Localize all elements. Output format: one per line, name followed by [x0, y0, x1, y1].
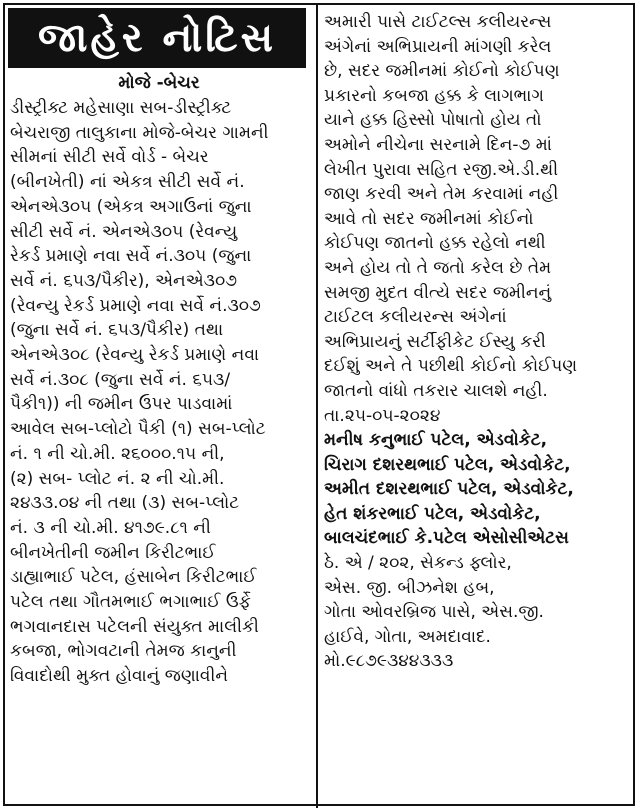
notice-subheading: મોજે -બેચર [118, 73, 200, 93]
left-line: ભગવાનદાસ પટેલની સંયુક્ત માલીકી [10, 616, 259, 637]
left-line: આવેલ સબ-પ્લોટો પૈકી (૧) સબ-પ્લોટ [10, 419, 266, 440]
right-line: અમોને નીચેના સરનામે દિન-૭ માં [324, 134, 552, 155]
signatory-line: અમીત દશરથભાઈ પટેલ, એડવોકેટ, [324, 479, 574, 500]
right-line: આવે તો સદર જમીનમાં કોઈનો [324, 208, 534, 229]
right-line: કોઈપણ જાતનો હક્ક રહેલો નથી [324, 233, 546, 254]
left-line: (બીનખેતી) નાં એકત્ર સીટી સર્વે નં. [10, 172, 245, 193]
left-line: બીનખેતીની જમીન કિરીટભાઈ [10, 542, 216, 563]
right-line: અને હોય તો તે જતો કરેલ છે તેમ [324, 257, 552, 278]
left-line: એનએ૩૦૫ (એકત્ર અગાઉનાં જુના [10, 196, 252, 217]
signatory-line: બાલચંદભાઈ કે.પટેલ એસોસીએટસ [324, 528, 569, 549]
phone-number: મો.૯૮૭૯૩૪૪૩૩૩ [324, 651, 454, 672]
notice-banner-title: જાહેર નોટિસ [8, 8, 306, 68]
left-line: સીમનાં સીટી સર્વે વોર્ડ - બેચર [10, 147, 209, 168]
column-divider [316, 3, 318, 808]
left-line: ડાહ્યાભાઈ પટેલ, હંસાબેન કિરીટભાઈ [10, 567, 257, 588]
right-line: પ્રકારનો કબજા હક્ક કે લાગભાગ [324, 85, 544, 106]
notice-date: તા.૨૫-૦૫-૨૦૨૪ [324, 405, 441, 426]
left-line: નં. ૧ ની ચો.મી. ૨૬૦૦૦.૧૫ ની, [10, 443, 225, 464]
left-line: વિવાદોથી મુક્ત હોવાનું જણાવીને [10, 666, 228, 687]
signatory-line: ચિરાગ દશરથભાઈ પટેલ, એડવોકેટ, [324, 454, 571, 475]
left-line: ડીસ્ટ્રીક્ટ મહેસાણા સબ-ડીસ્ટ્રીક્ટ [10, 98, 232, 118]
address-line: એસ. જી. બીઝનેશ હબ, [324, 577, 495, 598]
right-line: યાને હક્ક હિસ્સો પોષાતો હોય તો [324, 110, 542, 131]
right-line: ટાઈટલ કલીયરન્સ અંગેનાં [324, 307, 507, 328]
right-line: અભિપ્રાયનું સર્ટીફીકેટ ઈસ્યુ કરી [324, 331, 546, 352]
left-line: એનએ૩૦૮ (રેવન્યુ રેકર્ડ પ્રમાણે નવા [10, 345, 260, 366]
right-line: અંગેનાં અભિપ્રાયની માંગણી કરેલ [324, 36, 552, 57]
left-line: સીટી સર્વે નં. એનએ૩૦૫ (રેવન્યુ [10, 221, 238, 242]
left-column-text [10, 96, 310, 689]
right-column-text [324, 10, 628, 674]
right-line: અમારી પાસે ટાઈટલ્સ કલીયરન્સ [324, 12, 552, 32]
left-line: રેકર્ડ પ્રમાણે નવા સર્વે નં.૩૦૫ (જુના [10, 246, 252, 267]
address-line: ગોતા ઓવરબ્રિજ પાસે, એસ.જી. [324, 602, 544, 623]
address-line: હાઈવે, ગોતા, અમદાવાદ. [324, 626, 491, 647]
left-line: કબજા, ભોગવટાની તેમજ કાનુની [10, 641, 237, 662]
signatory-line: હેત શંકરભાઈ પટેલ, એડવોકેટ, [324, 503, 541, 524]
left-line: (૨) સબ- પ્લોટ નં. ૨ ની ચો.મી. [10, 468, 225, 489]
left-line: (જુના સર્વે નં. ૬૫૩/પૈકીર) તથા [10, 320, 224, 341]
left-line: (રેવન્યુ રેકર્ડ પ્રમાણે નવા સર્વે નં.૩૦૭ [10, 295, 261, 316]
left-line: ૨૪૩૩.૦૪ ની તથા (૩) સબ-પ્લોટ [10, 493, 240, 514]
left-line: સર્વે નં. ૬૫૩/પૈકીર), એનએ૩૦૭ [10, 270, 238, 291]
right-line: જાણ કરવી અને તેમ કરવામાં નહી [324, 184, 559, 205]
right-line: દઈશું અને તે પછીથી કોઈનો કોઈપણ [324, 356, 578, 377]
signatory-line: મનીષ કનુભાઈ પટેલ, એડવોકેટ, [324, 430, 548, 451]
left-line: નં. ૩ ની ચો.મી. ૪૧૭૯.૮૧ ની [10, 517, 211, 538]
right-line: લેખીત પુરાવા સહિત રજી.એ.ડી.થી [324, 159, 559, 180]
left-line: પૈકી૧)) ની જમીન ઉપર પાડવામાં [10, 394, 233, 415]
right-line: છે, સદર જમીનમાં કોઈનો કોઈપણ [324, 61, 560, 82]
left-line: પટેલ તથા ગૌતમભાઈ ભગાભાઈ ઉર્ફે [10, 592, 251, 613]
right-line: જાતનો વાંધો તકરાર ચાલશે નહી. [324, 380, 548, 401]
right-line: સમજી મુદત વીત્યે સદર જમીનનું [324, 282, 552, 303]
left-line: સર્વે નં.૩૦૮ (જુના સર્વે નં. ૬૫૩/ [10, 369, 231, 390]
address-line: ઠે. એ / ૨૦૨, સેકન્ડ ફ્લોર, [324, 553, 512, 574]
left-line: બેચરાજી તાલુકાના મોજે-બેચર ગામની [10, 122, 269, 143]
